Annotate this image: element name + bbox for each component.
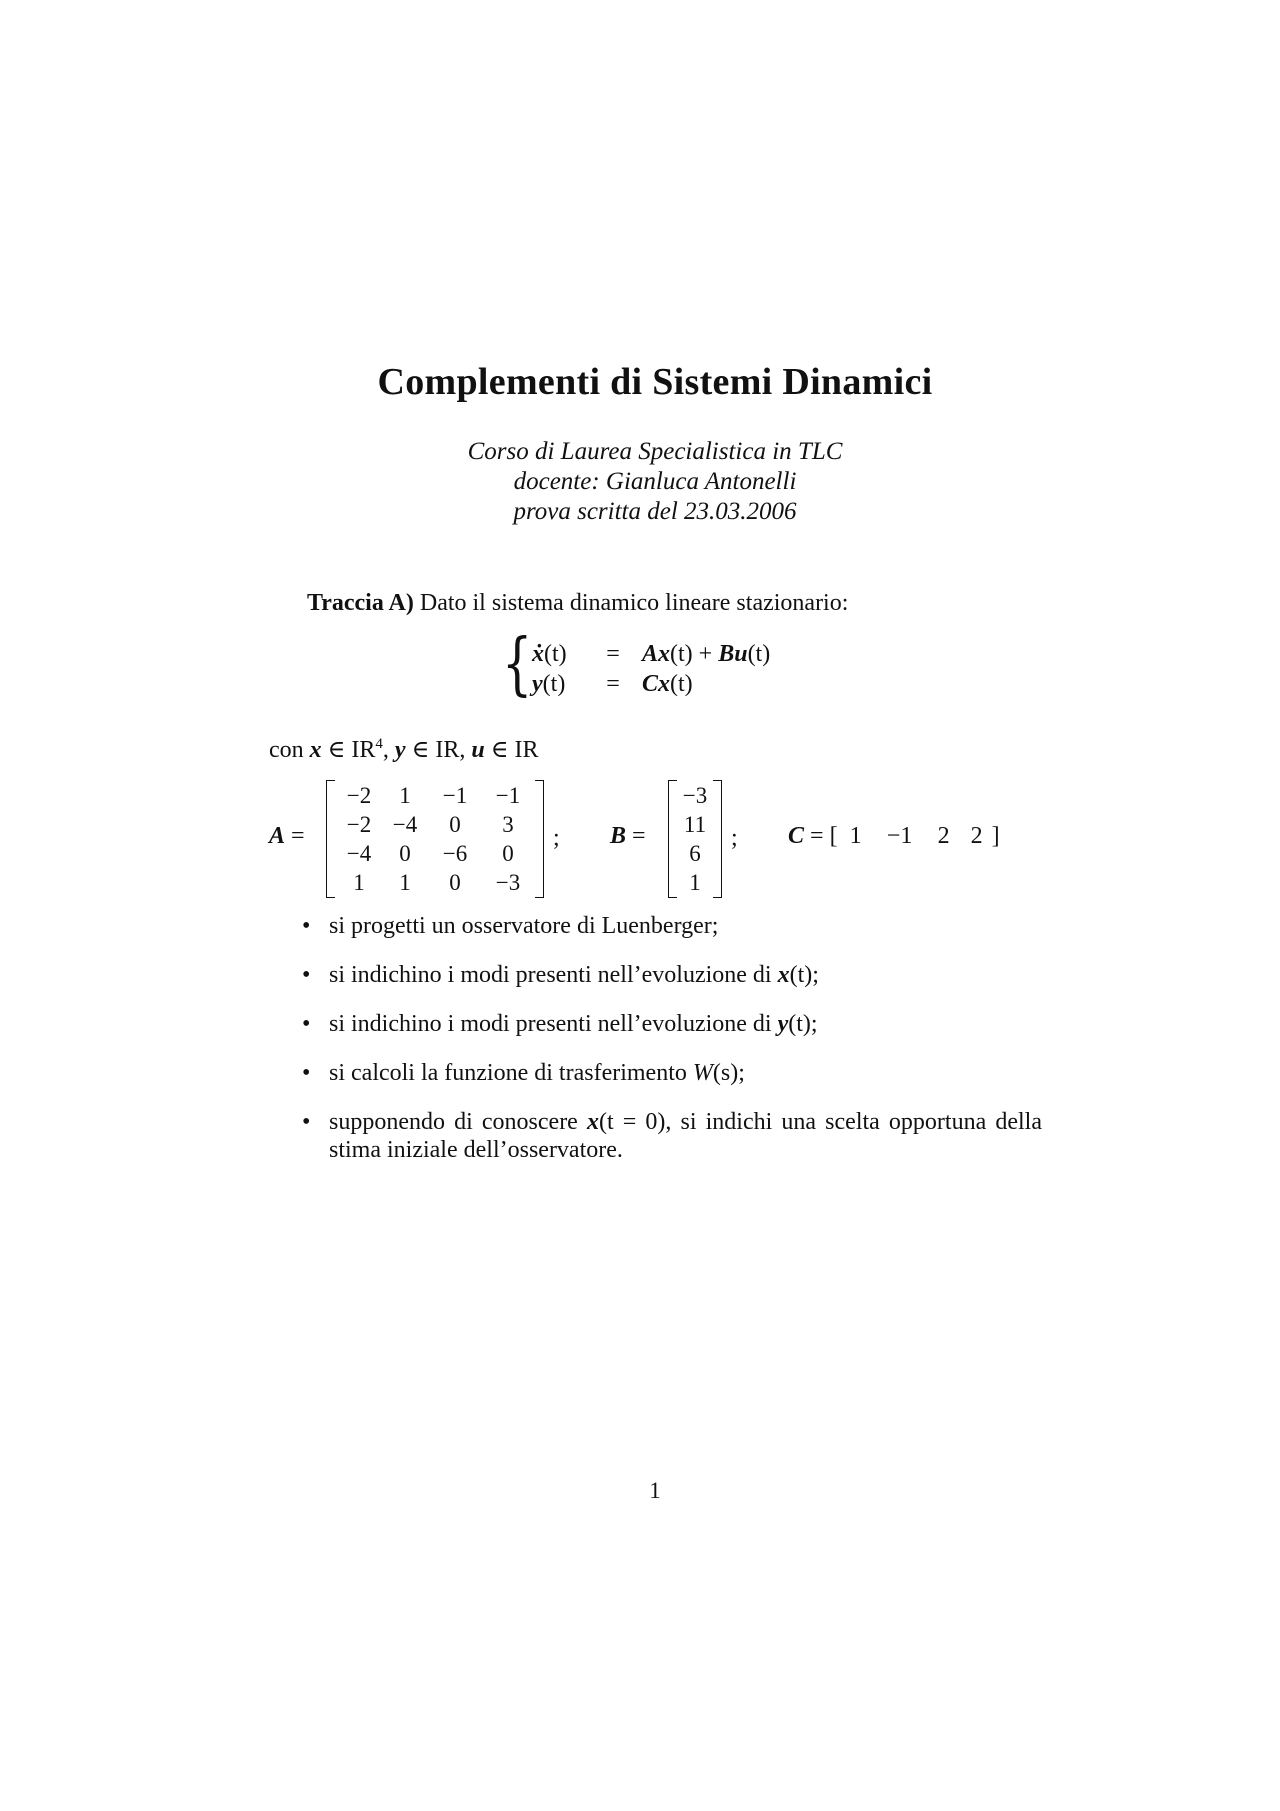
bullet-icon: • — [302, 962, 311, 988]
matrix-a-cell: −2 — [346, 812, 372, 837]
matrix-a-right-bracket — [535, 780, 544, 898]
matrix-a-cell: 0 — [502, 841, 514, 866]
matrix-a-table — [336, 781, 534, 897]
matrix-b-cell: −3 — [682, 783, 708, 808]
list-item: • si indichino i modi presenti nell’evoluzione di y(t); — [302, 1011, 818, 1037]
matrix-a-cell: −1 — [495, 783, 521, 808]
matrix-b-cell: 6 — [689, 841, 701, 866]
bullet-icon: • — [302, 1109, 311, 1135]
course-line: Corso di Laurea Specialistica in TLC — [467, 438, 843, 465]
matrix-a-cell: −2 — [346, 783, 372, 808]
matrix-a-cell: 1 — [399, 870, 411, 895]
matrix-a-cell: −6 — [442, 841, 468, 866]
domain-statement: con x ∈ $IR^4$, y ∈ IR, u ∈ IR — [269, 736, 539, 763]
matrix-c: C = [ 1 −1 2 2 ] — [788, 823, 1000, 849]
matrix-b-cell: 1 — [689, 870, 701, 895]
matrix-a-cell: −4 — [346, 841, 372, 866]
state-equation: ẋ(t) = Ax(t) + Bu(t) — [532, 641, 771, 667]
matrix-a-cell: 0 — [449, 870, 461, 895]
problem-intro: Dato il sistema dinamico lineare stazionario: — [413, 590, 849, 616]
list-item: • si calcoli la funzione di trasferimento W(s); — [302, 1060, 745, 1086]
matrix-a-cell: 0 — [449, 812, 461, 837]
x-dot-symbol: ẋ — [532, 641, 544, 667]
matrix-a-semicolon: ; — [553, 825, 560, 851]
matrix-a-cell: −4 — [392, 812, 418, 837]
matrix-c-left-bracket: [ — [829, 823, 838, 849]
matrix-a-cell: 0 — [399, 841, 411, 866]
matrix-c-cell: 2 — [937, 823, 950, 849]
matrix-c-right-bracket: ] — [991, 823, 1000, 849]
matrix-b-label: B = — [610, 823, 646, 849]
matrix-c-cell: 1 — [849, 823, 862, 849]
problem-label: Traccia A) — [307, 590, 414, 616]
left-brace-icon: { — [502, 625, 533, 704]
matrix-b — [668, 780, 722, 898]
matrix-c-cell: −1 — [886, 823, 913, 849]
matrix-a-cell: −1 — [442, 783, 468, 808]
bullet-icon: • — [302, 1060, 311, 1086]
exam-date-line: prova scritta del 23.03.2006 — [513, 498, 797, 525]
matrix-a-cell: −3 — [495, 870, 521, 895]
matrix-b-right-bracket — [713, 780, 722, 898]
matrix-a-left-bracket — [326, 780, 335, 898]
matrix-a-cell: 1 — [353, 870, 365, 895]
matrix-a-cell: 3 — [502, 812, 514, 837]
matrix-a-label: A = — [269, 823, 305, 849]
matrix-c-cell: 2 — [970, 823, 983, 849]
list-item: • si progetti un osservatore di Luenberger; — [302, 913, 719, 939]
bullet-icon: • — [302, 913, 311, 939]
matrix-b-table — [676, 781, 714, 897]
matrix-a-cell: 1 — [399, 783, 411, 808]
output-equation: y(t) = Cx(t) — [532, 671, 693, 697]
state-space-system — [502, 625, 802, 707]
matrix-b-semicolon: ; — [731, 825, 738, 851]
task-list — [302, 912, 1042, 1185]
teacher-line: docente: Gianluca Antonelli — [513, 468, 797, 495]
document-title: Complementi di Sistemi Dinamici — [377, 361, 933, 403]
matrix-b-cell: 11 — [683, 812, 707, 837]
page-number: 1 — [649, 1478, 661, 1503]
problem-statement — [307, 590, 848, 617]
list-item: • si indichino i modi presenti nell’evoluzione di x(t); — [302, 962, 819, 988]
matrix-a — [326, 780, 544, 898]
bullet-icon: • — [302, 1011, 311, 1037]
matrix-c-label: C — [788, 823, 805, 849]
list-item: • supponendo di conoscere x(t = 0), si indichi una scelta opportuna della stima iniziale dell’osservatore. — [302, 1109, 1043, 1163]
